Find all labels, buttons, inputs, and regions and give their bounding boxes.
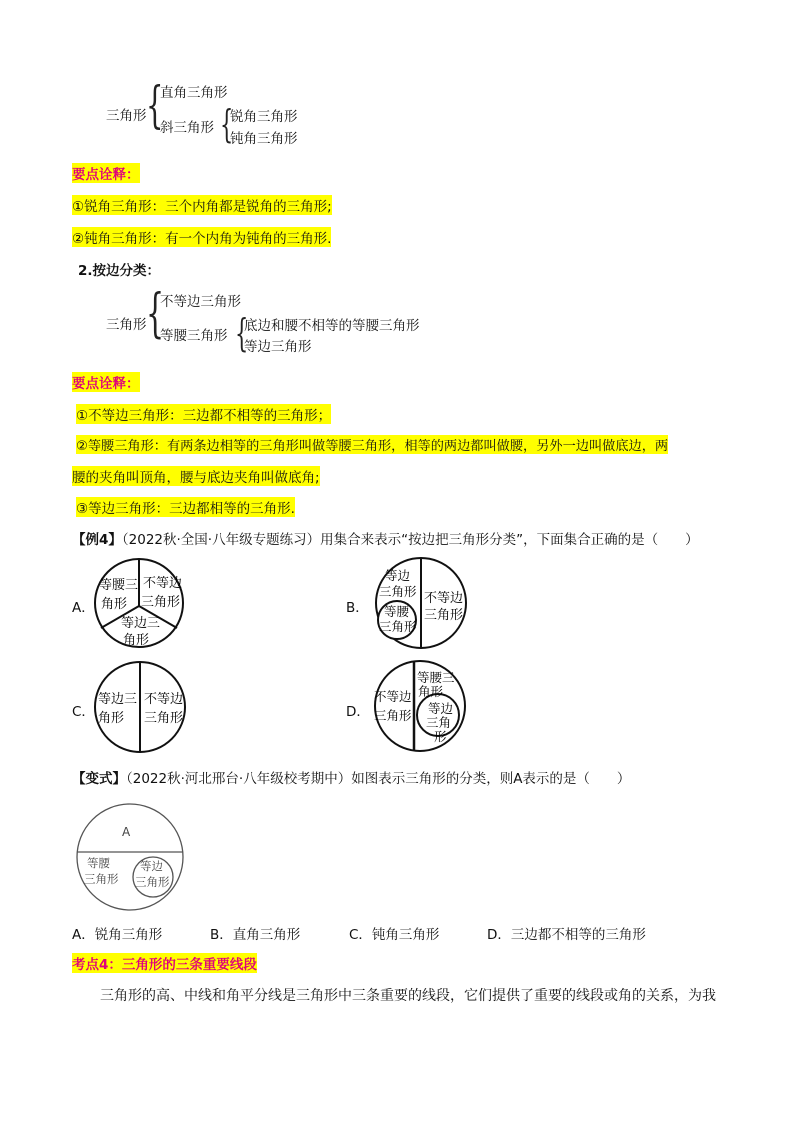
option-c-label: C． <box>72 704 95 720</box>
option-b-text: 等边 <box>385 568 411 583</box>
option-b-diagram[interactable] <box>373 556 469 651</box>
option-c-text: 等边三 <box>98 692 138 707</box>
option-a-diagram[interactable] <box>93 556 185 651</box>
option-b-text: 不等边 <box>424 591 464 606</box>
option-d-text: 三角 <box>426 715 452 730</box>
variant-text: （2022秋·河北邢台·八年级校考期中）如图表示三角形的分类，则A表示的是（ ） <box>126 771 631 787</box>
brace-icon: { <box>235 311 249 355</box>
note2-item-2-line1: ②等腰三角形：有两条边相等的三角形叫做等腰三角形，相等的两边都叫做腰，另外一边叫做底边，两 <box>76 435 668 454</box>
note2-item-3: ③等边三角形：三边都相等的三角形. <box>76 497 295 517</box>
note2-title: 要点诠释： <box>72 372 140 392</box>
variant-left-text: 等腰 <box>87 856 110 870</box>
variant-choice-c[interactable]: C．钝角三角形 <box>349 927 440 943</box>
variant-inner-text: 等边 <box>140 859 163 873</box>
option-c-diagram[interactable] <box>93 660 187 755</box>
note1-title: 要点诠释： <box>72 163 140 183</box>
option-d-text: 等边 <box>428 701 454 716</box>
tree-isosceles-label: 等腰三角形 <box>160 328 228 344</box>
option-b-text: 三角形 <box>379 584 417 599</box>
option-b-text: 三角形 <box>424 608 464 623</box>
tree-acute-label: 锐角三角形 <box>230 109 298 125</box>
tree-oblique-label: 斜三角形 <box>160 120 214 136</box>
tree-iso-unequal-label: 底边和腰不相等的等腰三角形 <box>244 318 420 334</box>
variant-choice-b[interactable]: B．直角三角形 <box>210 927 301 943</box>
option-d-text: 三角形 <box>374 708 412 723</box>
option-a-text: 角形 <box>123 633 150 648</box>
option-b-text: 三角形 <box>379 619 417 634</box>
option-a-text: 角形 <box>101 597 128 612</box>
tree-root-label: 三角形 <box>106 317 147 333</box>
option-a-text: 等腰三 <box>99 578 139 593</box>
option-b-text: 等腰 <box>384 604 410 619</box>
option-c-text: 三角形 <box>144 711 184 726</box>
option-b-label: B． <box>346 600 369 616</box>
option-a-text: 三角形 <box>141 595 181 610</box>
brace-icon: { <box>146 76 164 134</box>
side-section-title: 2.按边分类： <box>78 263 161 279</box>
note1-item-2: ②钝角三角形：有一个内角为钝角的三角形. <box>72 227 331 247</box>
tree-obtuse-label: 钝角三角形 <box>230 131 298 147</box>
option-a-label: A． <box>72 600 95 616</box>
variant-a-label: A <box>122 825 131 839</box>
note2-item-1: ①不等边三角形：三边都不相等的三角形； <box>76 404 331 424</box>
option-d-text: 形 <box>434 729 447 744</box>
example4-prefix: 【例4】 <box>72 532 122 548</box>
option-d-text: 角形 <box>418 684 444 699</box>
brace-icon: { <box>146 284 165 344</box>
tree-root-label: 三角形 <box>106 108 147 124</box>
variant-diagram <box>74 801 186 913</box>
note1-item-1: ①锐角三角形：三个内角都是锐角的三角形; <box>72 195 332 215</box>
option-c-text: 角形 <box>98 711 125 726</box>
option-d-text: 等腰三 <box>417 670 455 685</box>
brace-icon: { <box>220 102 234 146</box>
variant-inner-text: 三角形 <box>135 875 170 889</box>
option-d-label: D． <box>346 704 370 720</box>
option-a-text: 不等边 <box>143 576 183 591</box>
example4-question <box>72 528 699 548</box>
variant-choice-d[interactable]: D．三边都不相等的三角形 <box>487 927 646 943</box>
option-d-diagram[interactable] <box>372 658 468 754</box>
option-a-text: 等边三 <box>121 616 161 631</box>
option-d-text: 不等边 <box>374 689 412 704</box>
tree-equilateral-label: 等边三角形 <box>244 339 312 355</box>
option-c-text: 不等边 <box>144 692 184 707</box>
tree-right-label: 直角三角形 <box>160 85 228 101</box>
variant-question <box>72 767 630 787</box>
kaodian4-title: 考点4：三角形的三条重要线段 <box>72 953 257 973</box>
variant-choice-a[interactable]: A．锐角三角形 <box>72 927 163 943</box>
example4-text: （2022秋·全国·八年级专题练习）用集合来表示“按边把三角形分类”，下面集合正确的是（ ） <box>121 532 699 548</box>
tree-scalene-label: 不等边三角形 <box>160 294 241 310</box>
variant-prefix: 【变式】 <box>72 771 126 787</box>
variant-left-text: 三角形 <box>84 872 119 886</box>
kaodian4-text: 三角形的高、中线和角平分线是三角形中三条重要的线段，它们提供了重要的线段或角的关系，为我 <box>100 988 716 1004</box>
note2-item-2-line2: 腰的夹角叫顶角，腰与底边夹角叫做底角; <box>72 466 320 486</box>
